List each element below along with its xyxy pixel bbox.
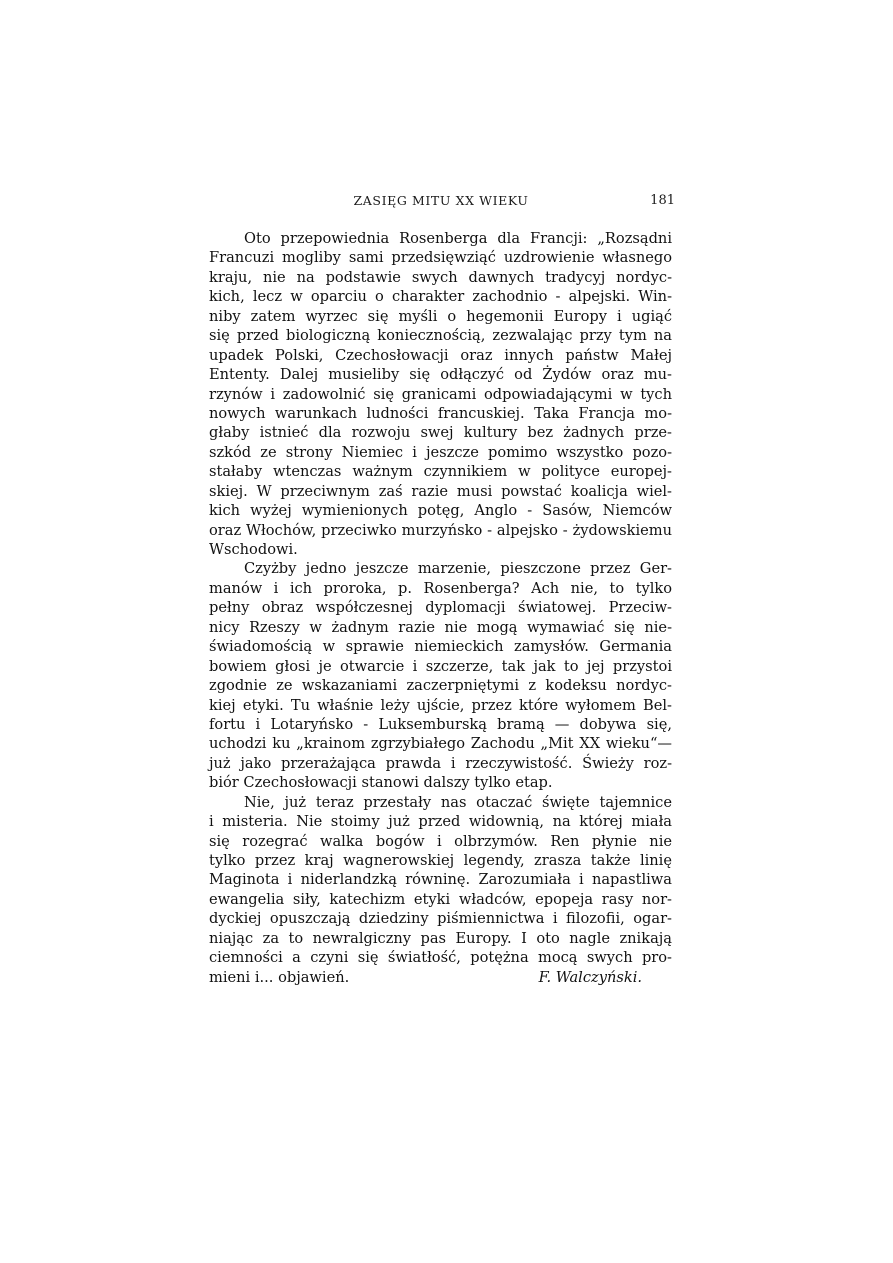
text-line: Francuzi mogliby sami przedsięwziąć uzdrowienie własnego [209,249,672,267]
text-line: Oto przepowiednia Rosenberga dla Francji: „Rozsądni [244,230,672,247]
page-number: 181 [650,193,675,208]
text-line: nicy Rzeszy w żadnym razie nie mogą wymawiać się nie- [209,618,672,636]
text-line: niby zatem wyrzec się myśli o hegemonii Europy i ugiąć [209,307,672,325]
text-line: Maginota i niderlandzką równinę. Zarozumiała i napastliwa [209,871,672,889]
text-line: się rozegrać walka bogów i olbrzymów. Ren płynie nie [209,832,672,850]
text-line: niając za to newralgiczny pas Europy. I oto nagle znikają [209,929,672,947]
text-line: oraz Włochów, przeciwko murzyńsko - alpejsko - żydowskiemu [209,521,672,539]
paragraph-3 [209,793,672,987]
body-text [209,229,672,987]
text-line: dyckiej opuszczają dziedziny piśmiennictwa i filozofii, ogar- [209,910,672,928]
text-line: bowiem głosi je otwarcie i szczerze, tak jak to jej przystoi [209,657,672,675]
text-line: Czyżby jedno jeszcze marzenie, pieszczone przez Ger- [244,560,672,578]
closing-row [209,968,672,987]
text-line: biór Czechosłowacji stanowi dalszy tylko etap. [209,774,553,792]
text-line: kich wyżej wymienionych potęg, Anglo - Sasów, Niemców [209,502,672,520]
text-line: nowych warunkach ludności francuskiej. Taka Francja mo- [209,404,672,422]
running-header [207,191,675,211]
text-line: upadek Polski, Czechosłowacji oraz innych państw Małej [209,346,672,364]
text-line: szkód ze strony Niemiec i jeszcze pomimo wszystko pozo- [209,443,672,461]
text-line: już jako przerażająca prawda i rzeczywistość. Świeży roz- [209,754,672,772]
text-line: skiej. W przeciwnym zaś razie musi powstać koalicja wiel- [209,482,672,500]
text-line: i misteria. Nie stoimy już przed widownią, na której miała [209,813,672,831]
text-line: głaby istnieć dla rozwoju swej kultury bez żadnych prze- [209,424,672,442]
text-line: ewangelia siły, katechizm etyki władców, epopeja rasy nor- [209,890,672,908]
running-title: ZASIĘG MITU XX WIEKU [353,193,529,208]
author-signature: F. Walczyński. [538,968,642,986]
text-line: Ententy. Dalej musieliby się odłączyć od Żydów oraz mu- [209,366,672,384]
text-line: stałaby wtenczas ważnym czynnikiem w polityce europej- [209,463,672,481]
text-line: się przed biologiczną koniecznością, zezwalając przy tym na [209,327,672,345]
text-line: świadomością w sprawie niemieckich zamysłów. Germania [209,638,672,656]
text-line: kraju, nie na podstawie swych dawnych tradycyj nordyc- [209,268,672,286]
text-line: fortu i Lotaryńsko - Luksemburską bramą — dobywa się, [209,715,672,733]
closing-line: mieni i... objawień. [209,968,350,986]
text-line: tylko przez kraj wagnerowskiej legendy, zrasza także linię [209,852,672,869]
text-line: Wschodowi. [209,541,298,558]
text-line: rzynów i zadowolnić się granicami odpowiadającymi w tych [209,385,672,403]
text-line: uchodzi ku „krainom zgrzybiałego Zachodu „Mit XX wieku“— [209,735,672,753]
text-line: kiej etyki. Tu właśnie leży ujście, przez które wyłomem Bel- [209,696,672,714]
text-line: ciemności a czyni się światłość, potężna mocą swych pro- [209,949,672,967]
text-line: manów i ich proroka, p. Rosenberga? Ach nie, to tylko [209,579,672,597]
paragraph-2 [209,559,672,792]
text-line: kich, lecz w oparciu o charakter zachodnio - alpejski. Win- [209,288,672,306]
paragraph-1 [209,229,672,559]
text-line: zgodnie ze wskazaniami zaczerpniętymi z kodeksu nordyc- [209,677,672,695]
text-line: Nie, już teraz przestały nas otaczać święte tajemnice [244,793,672,811]
text-line: pełny obraz współczesnej dyplomacji światowej. Przeciw- [209,599,672,617]
